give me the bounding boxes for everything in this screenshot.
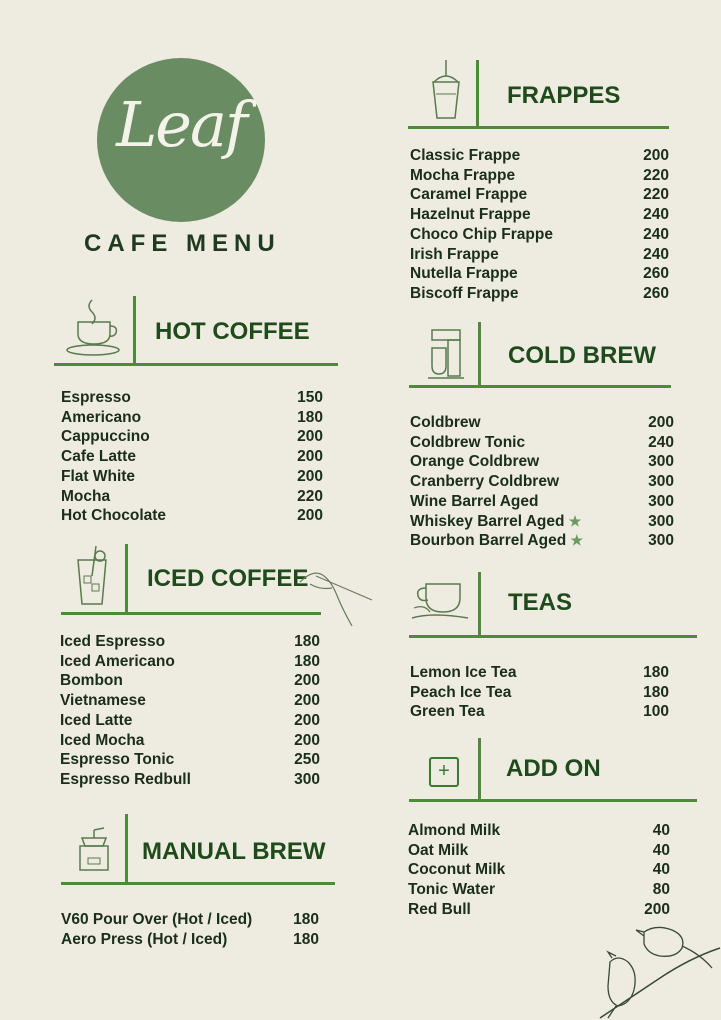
list-item <box>410 531 674 551</box>
list-item <box>408 821 670 841</box>
item-name: Bombon <box>60 672 123 690</box>
divider-vertical <box>125 814 128 884</box>
list-item <box>408 900 670 920</box>
list-item <box>61 487 323 507</box>
item-name: Cafe Latte <box>61 448 136 466</box>
item-name: Tonic Water <box>408 881 495 899</box>
item-price: 300 <box>648 492 674 510</box>
item-price: 180 <box>643 664 669 681</box>
item-price: 200 <box>294 711 320 729</box>
item-price: 200 <box>297 428 323 446</box>
item-price: 220 <box>297 487 323 505</box>
divider-horizontal <box>61 612 321 615</box>
divider-horizontal <box>61 882 335 885</box>
list-item <box>410 472 674 492</box>
star-icon: ★ <box>568 512 582 529</box>
item-price: 180 <box>643 683 669 701</box>
section-title-iced-coffee: ICED COFFEE <box>147 565 309 592</box>
item-name: Espresso Tonic <box>60 751 175 769</box>
list-item <box>61 388 323 408</box>
item-name: Choco Chip Frappe <box>410 225 553 243</box>
iced-drink-icon <box>72 546 112 608</box>
star-icon: ★ <box>570 532 584 549</box>
item-price: 260 <box>643 284 669 302</box>
list-item <box>410 512 674 532</box>
item-price: 200 <box>294 672 320 690</box>
item-name: Americano <box>61 408 142 426</box>
item-price: 180 <box>297 408 323 426</box>
item-price: 200 <box>294 731 320 749</box>
item-name: Cranberry Coldbrew <box>410 473 560 491</box>
list-item <box>60 671 320 691</box>
list-item <box>60 711 320 731</box>
item-name: Coconut Milk <box>408 861 506 879</box>
list-item <box>60 731 320 751</box>
item-name: Mocha Frappe <box>410 166 516 184</box>
divider-horizontal <box>409 635 697 638</box>
item-price: 200 <box>297 448 323 466</box>
list-item <box>60 691 320 711</box>
item-price: 80 <box>652 881 670 899</box>
item-name: Peach Ice Tea <box>410 683 512 701</box>
divider-vertical <box>478 738 481 802</box>
item-name: Lemon Ice Tea <box>410 664 517 681</box>
list-item <box>61 447 323 467</box>
teas-list <box>410 663 669 722</box>
item-price: 200 <box>644 900 670 918</box>
item-price: 260 <box>643 265 669 283</box>
item-price: 300 <box>294 770 320 788</box>
list-item <box>408 880 670 900</box>
list-item <box>410 663 669 683</box>
coffee-grinder-icon <box>74 826 114 874</box>
list-item <box>60 632 320 652</box>
item-price: 180 <box>293 930 319 948</box>
list-item <box>410 452 674 472</box>
list-item <box>410 433 674 453</box>
item-price: 240 <box>648 433 674 451</box>
item-name: Hazelnut Frappe <box>410 206 531 224</box>
item-price: 40 <box>652 841 670 859</box>
item-name: Bourbon Barrel Aged <box>410 532 567 550</box>
item-name: Vietnamese <box>60 692 146 710</box>
tea-cup-icon <box>410 578 472 626</box>
divider-horizontal <box>409 799 697 802</box>
divider-vertical <box>478 322 481 388</box>
item-name: Wine Barrel Aged <box>410 492 539 510</box>
item-name: Hot Chocolate <box>61 507 167 525</box>
divider-horizontal <box>54 363 338 366</box>
logo-circle <box>97 58 265 222</box>
divider-vertical <box>125 544 128 614</box>
item-name: Nutella Frappe <box>410 265 518 283</box>
item-name: Coldbrew Tonic <box>410 433 526 451</box>
item-price: 200 <box>297 467 323 485</box>
section-title-teas: TEAS <box>508 589 573 616</box>
divider-horizontal <box>409 385 671 388</box>
list-item <box>408 860 670 880</box>
item-price: 180 <box>294 633 320 650</box>
section-title-add-on: ADD ON <box>506 755 601 782</box>
list-item <box>61 408 323 428</box>
item-price: 300 <box>648 532 674 550</box>
item-price: 40 <box>652 861 670 879</box>
list-item <box>410 185 669 205</box>
section-title-hot-coffee: HOT COFFEE <box>155 318 310 345</box>
item-price: 240 <box>643 225 669 243</box>
divider-vertical <box>133 296 136 366</box>
item-name: Iced Americano <box>60 652 175 670</box>
item-name: Espresso <box>61 389 131 406</box>
list-item <box>410 683 669 703</box>
item-name: Iced Espresso <box>60 633 166 650</box>
item-name: Whiskey Barrel Aged <box>410 512 565 530</box>
item-name: Mocha <box>61 487 111 505</box>
item-price: 100 <box>643 703 669 721</box>
item-name: Classic Frappe <box>410 147 521 164</box>
item-name: Iced Mocha <box>60 731 145 749</box>
item-price: 250 <box>294 751 320 769</box>
list-item <box>60 770 320 790</box>
item-name: Orange Coldbrew <box>410 453 540 471</box>
birds-on-branch-icon <box>590 920 721 1020</box>
list-item <box>410 413 674 433</box>
item-name: Espresso Redbull <box>60 770 191 788</box>
section-title-cold-brew: COLD BREW <box>508 342 656 369</box>
item-name: Aero Press (Hot / Iced) <box>61 930 228 948</box>
divider-vertical <box>476 60 479 128</box>
item-price: 150 <box>297 389 323 406</box>
divider-vertical <box>478 572 481 638</box>
item-name: V60 Pour Over (Hot / Iced) <box>61 911 253 928</box>
item-price: 180 <box>294 652 320 670</box>
list-item <box>61 506 323 526</box>
logo-text: Leaf <box>116 88 246 161</box>
add-on-list <box>408 821 670 920</box>
item-name: Oat Milk <box>408 841 469 859</box>
item-name: Red Bull <box>408 900 471 918</box>
item-name: Caramel Frappe <box>410 186 528 204</box>
item-price: 220 <box>643 166 669 184</box>
plus-box-icon: + <box>429 757 459 787</box>
list-item <box>410 492 674 512</box>
item-price: 300 <box>648 453 674 471</box>
divider-horizontal <box>408 126 669 129</box>
iced-coffee-list <box>60 632 320 790</box>
list-item <box>61 910 319 930</box>
frappe-cup-icon <box>428 60 464 122</box>
coffee-machine-icon <box>426 328 466 382</box>
item-name: Flat White <box>61 467 136 485</box>
list-item <box>61 427 323 447</box>
list-item <box>408 841 670 861</box>
item-price: 240 <box>643 206 669 224</box>
item-price: 200 <box>297 507 323 525</box>
item-price: 300 <box>648 473 674 491</box>
item-name: Almond Milk <box>408 822 501 839</box>
cold-brew-list <box>410 413 674 551</box>
item-name: Biscoff Frappe <box>410 284 519 302</box>
frappes-list <box>410 146 669 304</box>
list-item <box>410 225 669 245</box>
item-price: 240 <box>643 245 669 263</box>
menu-title: CAFE MENU <box>84 230 281 257</box>
item-price: 300 <box>648 512 674 530</box>
hot-coffee-list <box>61 388 323 526</box>
list-item <box>410 264 669 284</box>
list-item <box>410 702 669 722</box>
list-item <box>410 245 669 265</box>
list-item <box>60 652 320 672</box>
list-item <box>410 166 669 186</box>
list-item <box>61 930 319 950</box>
item-name: Green Tea <box>410 703 485 721</box>
item-price: 40 <box>652 822 670 839</box>
list-item <box>410 284 669 304</box>
item-name: Coldbrew <box>410 414 481 431</box>
item-name: Cappuccino <box>61 428 150 446</box>
section-title-frappes: FRAPPES <box>507 82 621 109</box>
coffee-cup-icon <box>64 296 122 358</box>
item-name: Iced Latte <box>60 711 133 729</box>
list-item <box>410 146 669 166</box>
item-price: 200 <box>643 147 669 164</box>
list-item <box>60 750 320 770</box>
list-item <box>61 467 323 487</box>
item-price: 200 <box>294 692 320 710</box>
hand-drawing-icon <box>296 562 376 630</box>
item-name: Irish Frappe <box>410 245 499 263</box>
manual-brew-list <box>61 910 319 949</box>
list-item <box>410 205 669 225</box>
item-price: 200 <box>648 414 674 431</box>
item-price: 180 <box>293 911 319 928</box>
item-price: 220 <box>643 186 669 204</box>
section-title-manual-brew: MANUAL BREW <box>142 838 326 865</box>
